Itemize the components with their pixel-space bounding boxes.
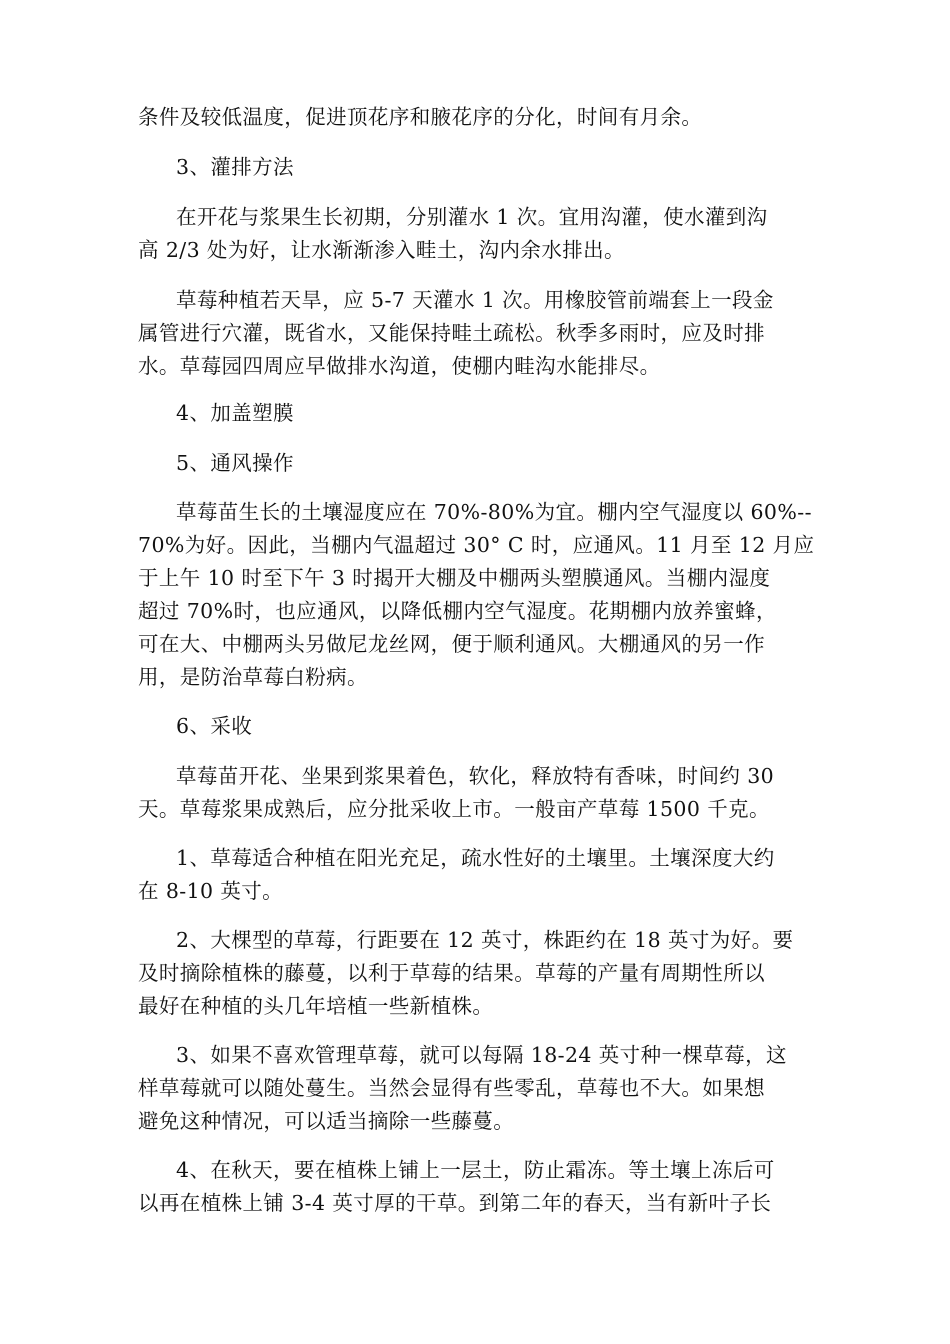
text-line: 用，是防治草莓白粉病。	[138, 665, 368, 689]
text-line: 4、加盖塑膜	[176, 401, 294, 425]
heading-irrigation-drainage	[138, 151, 818, 184]
text-line: 样草莓就可以随处蔓生。当然会显得有些零乱，草莓也不大。如果想	[138, 1076, 765, 1100]
text-line: 在 8-10 英寸。	[138, 879, 284, 903]
text-line: 及时摘除植株的藤蔓，以利于草莓的结果。草莓的产量有周期性所以	[138, 961, 765, 985]
text-line: 草莓种植若天旱，应 5-7 天灌水 1 次。用橡胶管前端套上一段金	[176, 288, 774, 312]
paragraph-harvest	[138, 760, 818, 826]
paragraph-drought-irrigation	[138, 284, 818, 383]
text-line: 2、大棵型的草莓，行距要在 12 英寸，株距约在 18 英寸为好。要	[176, 928, 794, 952]
paragraph-ventilation	[138, 496, 818, 694]
heading-harvest	[138, 710, 818, 743]
paragraph-tip-1	[138, 842, 818, 908]
text-line: 高 2/3 处为好，让水渐渐渗入畦土，沟内余水排出。	[138, 238, 625, 262]
paragraph-tip-2	[138, 924, 818, 1023]
text-line: 超过 70%时，也应通风，以降低棚内空气湿度。花期棚内放养蜜蜂，	[138, 599, 777, 623]
paragraph-continuation	[138, 101, 818, 134]
text-line: 草莓苗生长的土壤湿度应在 70%-80%为宜。棚内空气湿度以 60%--	[176, 500, 812, 524]
text-line: 最好在种植的头几年培植一些新植株。	[138, 994, 494, 1018]
heading-plastic-film	[138, 397, 818, 430]
text-line: 3、如果不喜欢管理草莓，就可以每隔 18-24 英寸种一棵草莓，这	[176, 1043, 787, 1067]
paragraph-tip-3	[138, 1039, 818, 1138]
text-line: 可在大、中棚两头另做尼龙丝网，便于顺利通风。大棚通风的另一作	[138, 632, 765, 656]
text-line: 属管进行穴灌，既省水，又能保持畦土疏松。秋季多雨时，应及时排	[138, 321, 765, 345]
text-line: 在开花与浆果生长初期，分别灌水 1 次。宜用沟灌，使水灌到沟	[176, 205, 768, 229]
heading-ventilation	[138, 447, 818, 480]
text-line: 于上午 10 时至下午 3 时揭开大棚及中棚两头塑膜通风。当棚内湿度	[138, 566, 771, 590]
text-line: 以再在植株上铺 3-4 英寸厚的干草。到第二年的春天，当有新叶子长	[138, 1191, 772, 1215]
paragraph-tip-4	[138, 1154, 818, 1220]
text-line: 天。草莓浆果成熟后，应分批采收上市。一般亩产草莓 1500 千克。	[138, 797, 770, 821]
text-line: 1、草莓适合种植在阳光充足，疏水性好的土壤里。土壤深度大约	[176, 846, 775, 870]
text-line: 条件及较低温度，促进顶花序和腋花序的分化，时间有月余。	[138, 105, 703, 129]
text-line: 水。草莓园四周应早做排水沟道，使棚内畦沟水能排尽。	[138, 354, 661, 378]
text-line: 3、灌排方法	[176, 155, 294, 179]
text-line: 4、在秋天，要在植株上铺上一层土，防止霜冻。等土壤上冻后可	[176, 1158, 775, 1182]
text-line: 6、采收	[176, 714, 253, 738]
text-line: 避免这种情况，可以适当摘除一些藤蔓。	[138, 1109, 515, 1133]
text-line: 70%为好。因此，当棚内气温超过 30° C 时，应通风。11 月至 12 月应	[138, 533, 815, 557]
text-line: 草莓苗开花、坐果到浆果着色，软化，释放特有香味，时间约 30	[176, 764, 775, 788]
paragraph-irrigation-timing	[138, 201, 818, 267]
text-line: 5、通风操作	[176, 451, 294, 475]
